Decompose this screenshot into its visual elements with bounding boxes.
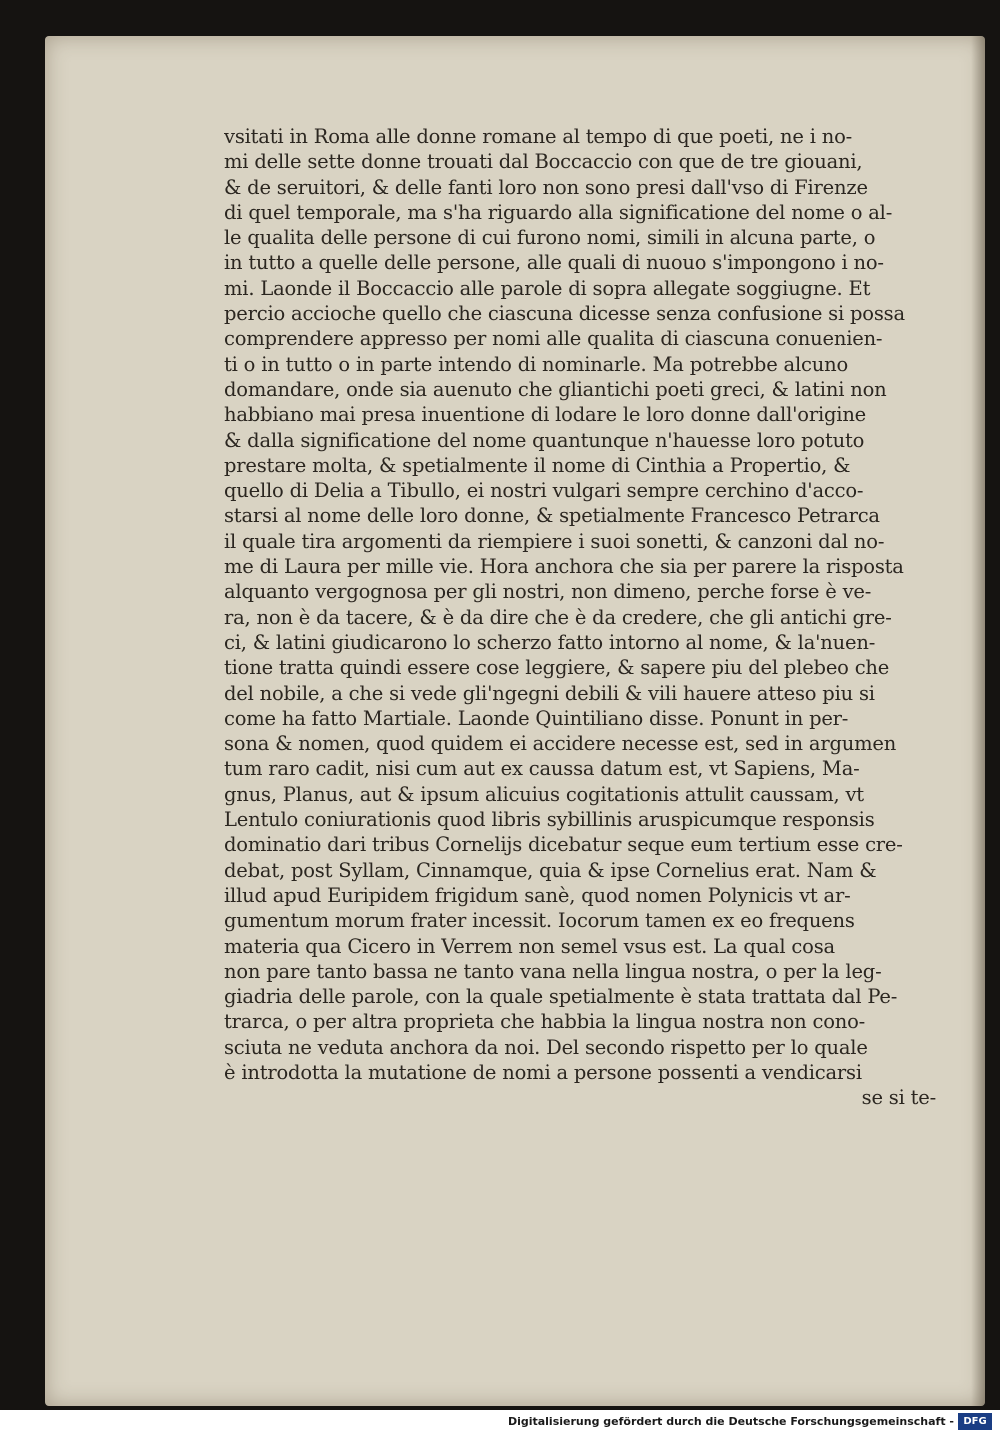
text-line: mi delle sette donne trouati dal Boccaccio con que de tre giouani, [224, 150, 863, 174]
text-line: percio accioche quello che ciascuna dicesse senza confusione si possa [224, 302, 905, 326]
text-line: materia qua Cicero in Verrem non semel vsus est. La qual cosa [224, 934, 835, 958]
page-text [224, 124, 952, 1111]
text-line: giadria delle parole, con la quale spetialmente è stata trattata dal Pe- [224, 985, 898, 1009]
text-line: le qualita delle persone di cui furono nomi, simili in alcuna parte, o [224, 226, 876, 250]
text-line: comprendere appresso per nomi alle qualita di ciascuna conuenien- [224, 327, 883, 351]
text-line: & dalla significatione del nome quantunque n'hauesse loro potuto [224, 428, 865, 452]
text-line: il quale tira argomenti da riempiere i suoi sonetti, & canzoni dal no- [224, 529, 885, 553]
text-line: habbiano mai presa inuentione di lodare le loro donne dall'origine [224, 403, 867, 427]
text-line: ti o in tutto o in parte intendo di nominarle. Ma potrebbe alcuno [224, 352, 848, 376]
text-line: tum raro cadit, nisi cum aut ex caussa datum est, vt Sapiens, Ma- [224, 757, 860, 781]
text-line: come ha fatto Martiale. Laonde Quintiliano disse. Ponunt in per- [224, 706, 849, 730]
text-line: debat, post Syllam, Cinnamque, quia & ipse Cornelius erat. Nam & [224, 858, 877, 882]
text-line: è introdotta la mutatione de nomi a persone possenti a vendicarsi [224, 1060, 862, 1084]
text-line: del nobile, a che si vede gli'ngegni debili & vili hauere atteso piu si [224, 681, 875, 705]
text-line: & de seruitori, & delle fanti loro non sono presi dall'vso di Firenze [224, 175, 868, 199]
text-line: mi. Laonde il Boccaccio alle parole di sopra allegate soggiugne. Et [224, 276, 871, 300]
footer-bar [0, 1410, 1000, 1434]
text-line: me di Laura per mille vie. Hora anchora che sia per parere la risposta [224, 555, 904, 579]
text-line: sciuta ne veduta anchora da noi. Del secondo rispetto per lo quale [224, 1035, 868, 1059]
text-line: ra, non è da tacere, & è da dire che è da credere, che gli antichi gre- [224, 605, 892, 629]
page-edge-shadow [971, 36, 985, 1406]
text-line: tione tratta quindi essere cose leggiere, & sapere piu del plebeo che [224, 656, 890, 680]
text-line: di quel temporale, ma s'ha riguardo alla significatione del nome o al- [224, 200, 893, 224]
text-line: illud apud Euripidem frigidum sanè, quod nomen Polynicis vt ar- [224, 883, 851, 907]
text-line: vsitati in Roma alle donne romane al tempo di que poeti, ne i no- [224, 125, 853, 148]
text-line: non pare tanto bassa ne tanto vana nella lingua nostra, o per la leg- [224, 959, 882, 983]
dfg-logo-icon: DFG [958, 1413, 992, 1430]
text-line: Lentulo coniurationis quod libris sybillinis aruspicumque responsis [224, 808, 875, 832]
text-line: gnus, Planus, aut & ipsum alicuius cogitationis attulit caussam, vt [224, 782, 864, 806]
text-line: domandare, onde sia auenuto che gliantichi poeti greci, & latini non [224, 377, 887, 401]
text-line: quello di Delia a Tibullo, ei nostri vulgari sempre cerchino d'acco- [224, 479, 864, 503]
text-line: alquanto vergognosa per gli nostri, non dimeno, perche forse è ve- [224, 580, 872, 604]
text-line: trarca, o per altra proprieta che habbia la lingua nostra non cono- [224, 1010, 866, 1034]
text-line: starsi al nome delle loro donne, & spetialmente Francesco Petrarca [224, 504, 880, 528]
text-line: in tutto a quelle delle persone, alle quali di nuouo s'impongono i no- [224, 251, 884, 275]
text-line: gumentum morum frater incessit. Iocorum tamen ex eo frequens [224, 909, 855, 933]
catchword: se si te- [861, 1086, 936, 1110]
text-line: sona & nomen, quod quidem ei accidere necesse est, sed in argumen [224, 732, 897, 756]
footer-credit: Digitalisierung gefördert durch die Deutsche Forschungsgemeinschaft - [507, 1415, 954, 1428]
text-line: ci, & latini giudicarono lo scherzo fatto intorno al nome, & la'nuen- [224, 630, 876, 654]
text-line: dominatio dari tribus Cornelijs dicebatur seque eum tertium esse cre- [224, 833, 903, 857]
text-line: prestare molta, & spetialmente il nome di Cinthia a Propertio, & [224, 453, 851, 477]
